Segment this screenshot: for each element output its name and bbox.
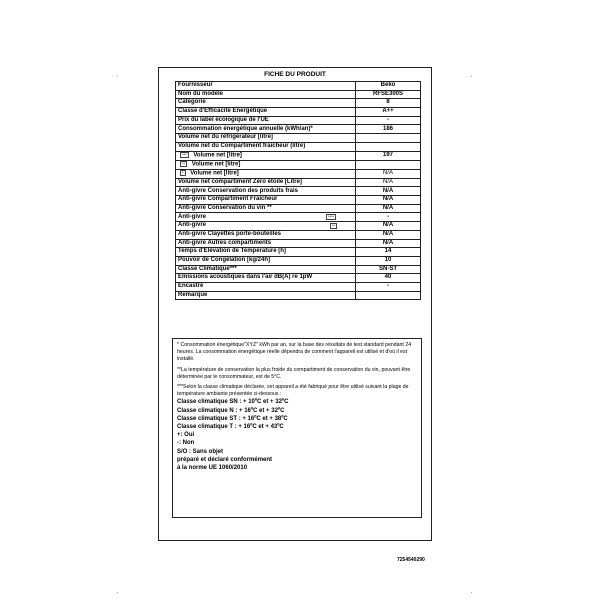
row-label-with-icon	[176, 151, 356, 160]
row-value	[356, 134, 421, 143]
conformity-statement: préparé et déclaré conformément	[177, 456, 273, 463]
table-row	[176, 82, 421, 91]
row-label: Emissions acoustiques dans l'air dB(A) re 1pW	[176, 274, 356, 283]
row-value: N/A	[356, 239, 421, 248]
legend-yes: +: Oui	[177, 432, 195, 439]
row-value: A++	[356, 108, 421, 117]
table-row	[176, 178, 421, 187]
row-value: -	[356, 213, 421, 222]
row-label: Volume net [litre]	[190, 170, 239, 177]
row-label: Anti-givre	[178, 222, 207, 229]
row-value	[356, 142, 421, 151]
row-label: Volume net [litre]	[191, 161, 241, 168]
row-label: Classe d'Efficacité Energétique	[176, 108, 356, 117]
row-value: Beko	[356, 82, 421, 91]
row-label-with-icon	[176, 222, 356, 231]
registration-mark: ·	[470, 588, 473, 597]
row-value: N/A	[356, 196, 421, 205]
row-value: N/A	[356, 222, 421, 231]
registration-mark: ·	[116, 588, 119, 597]
row-value: 8	[356, 99, 421, 108]
registration-mark: ·	[116, 72, 119, 81]
row-label: Anti-givre	[178, 213, 207, 220]
table-row	[176, 282, 421, 291]
table-row	[176, 151, 421, 160]
table-row	[176, 291, 421, 300]
row-label: Pouvoir de Congélation [kg/24h]	[176, 256, 356, 265]
sheet-title: FICHE DU PRODUIT	[264, 71, 326, 78]
footnote-climate-class: ***Selon la classe climatique déclarée, cet appareil a été fabriqué pour être utilisé suivant la plage de température ambiante présentée ci-dessous :	[177, 384, 409, 398]
two-star-freezer-icon: **	[332, 223, 336, 229]
four-star-freezer-icon: ****	[328, 214, 335, 220]
row-value: -	[356, 116, 421, 125]
table-row	[176, 256, 421, 265]
row-label: Volume net compartiment Zéro étoile [Litre]	[176, 178, 356, 187]
row-label: Anti-givre Conservation des produits frais	[176, 187, 356, 196]
table-row	[176, 125, 421, 134]
row-label: Anti-givre Conservation du vin **	[176, 204, 356, 213]
row-value: N/A	[356, 204, 421, 213]
table-row	[176, 196, 421, 205]
table-row	[176, 187, 421, 196]
table-row	[176, 160, 421, 169]
footnotes-box	[172, 338, 422, 518]
row-label: Volume net du Compartiment fraîcheur (litre)	[176, 142, 356, 151]
table-row	[176, 265, 421, 274]
table-row	[176, 274, 421, 283]
row-label: Anti-givre Autres compartiments	[176, 239, 356, 248]
climate-class-sn: Classe climatique SN : + 10ºC et + 32ºC	[177, 399, 289, 406]
table-row	[176, 134, 421, 143]
table-row	[176, 248, 421, 257]
table-row	[176, 99, 421, 108]
climate-class-t: Classe climatique T : + 16ºC et + 43ºC	[177, 424, 284, 431]
table-row	[176, 204, 421, 213]
row-value	[356, 291, 421, 300]
climate-class-st: Classe climatique ST : + 16ºC et + 38ºC	[177, 415, 288, 422]
row-label: Fournisseur	[176, 82, 356, 91]
row-value: 10	[356, 256, 421, 265]
row-label: Nom du modèle	[176, 90, 356, 99]
row-label: Volume net [litre]	[193, 152, 242, 159]
table-row	[176, 116, 421, 125]
two-star-freezer-icon: **	[182, 160, 186, 166]
footnote-wine-temperature: **La température de conservation la plus froide du compartiment de conservation du vin, pouvant être déterminée par le consommateur, est de 5°C.	[177, 366, 411, 380]
row-label: Prix du label écologique de l'UE	[176, 116, 356, 125]
spec-table	[175, 81, 421, 300]
row-value: 186	[356, 125, 421, 134]
row-value: N/A	[356, 187, 421, 196]
document-code: 7254540290	[397, 557, 425, 563]
footnote-consumption: * Consommation énergétique"XYZ" kWh par an, sur la base des résultats de test standard pendant 24 heures. La consommation énergétique réelle dépendra de comment l'appareil est utilisé et d'où il est installé.	[177, 342, 412, 363]
legend-not-applicable: S/O : Sans objet	[177, 448, 224, 455]
row-value: -	[356, 282, 421, 291]
registration-mark: ·	[470, 72, 473, 81]
row-value: N/A	[356, 178, 421, 187]
row-value: 40	[356, 274, 421, 283]
three-star-freezer-icon: ***	[182, 151, 187, 157]
table-row	[176, 169, 421, 178]
table-row	[176, 239, 421, 248]
table-row	[176, 108, 421, 117]
row-label: Encastré	[176, 282, 356, 291]
one-star-freezer-icon: *	[182, 169, 184, 175]
row-value	[356, 160, 421, 169]
row-label: Consommation énergétique annuelle (kWh/an)*	[176, 125, 356, 134]
row-value: N/A	[356, 230, 421, 239]
climate-class-n: Classe climatique N : + 16ºC et + 32ºC	[177, 407, 285, 414]
table-row	[176, 213, 421, 222]
row-label: Classe Climatique***	[176, 265, 356, 274]
row-label: Catégorie	[176, 99, 356, 108]
table-row	[176, 230, 421, 239]
row-label: Remarque	[176, 291, 356, 300]
row-label-with-icon	[176, 213, 356, 222]
row-value: N/A	[356, 169, 421, 178]
row-value: 14	[356, 248, 421, 257]
row-value: 197	[356, 151, 421, 160]
table-row	[176, 90, 421, 99]
row-value: RFSE300S	[356, 90, 421, 99]
row-label: Anti-givre Compartiment Fraîcheur	[176, 196, 356, 205]
row-label: Anti-givre Clayettes porte-bouteilles	[176, 230, 356, 239]
row-value: SN-ST	[356, 265, 421, 274]
row-label-with-icon	[176, 160, 356, 169]
conformity-standard: à la norme UE 1060/2010	[177, 465, 248, 472]
row-label: Temps d'Elévation de Température [h]	[176, 248, 356, 257]
table-row	[176, 142, 421, 151]
row-label-with-icon	[176, 169, 356, 178]
row-label: Volume net du réfrigérateur [litre]	[176, 134, 356, 143]
legend-no: -: Non	[177, 440, 195, 447]
table-row	[176, 222, 421, 231]
